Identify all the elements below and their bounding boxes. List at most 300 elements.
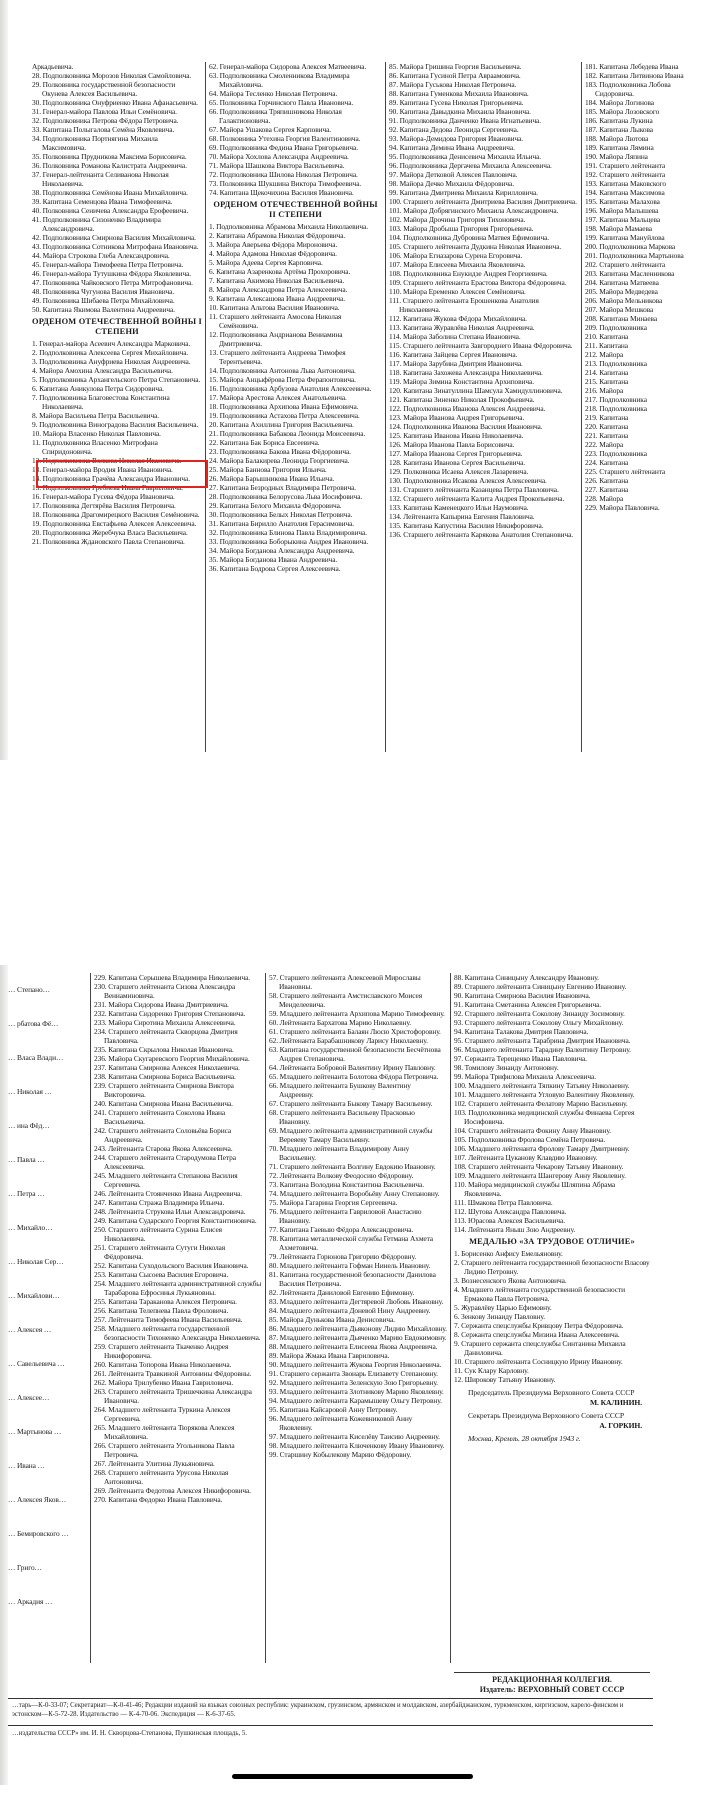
footer-line-1: …тарь—К-0-33-07; Секретариат—К-0-41-46; Редакции изданий на языках союзных республик: украинском, грузинском, армянском и молдавском, азербайджанском, туркменском, киргизском, карело-финском и эстонском—К-5-72-28. Издательство — К-4-70-06. Экспедиция — К-6-37-65. xyxy=(12,1702,624,1718)
list-item: 6. Капитана Азаренкова Артёма Прохоровича. xyxy=(209,267,351,276)
list-item: 101. Младшего лейтенанта Угловую Валентину Яковлевну. xyxy=(454,1090,635,1099)
list-item: 79. Лейтенанта Горюнова Григорию Фёдоровну. xyxy=(269,1252,417,1261)
list-item: 203. Капитана Масленникова xyxy=(585,269,675,278)
list-item: 204. Капитана Матвеева xyxy=(585,278,659,287)
list-item: … Ивана … xyxy=(8,1461,45,1470)
list-item: 270. Капитана Федорко Ивана Павловича. xyxy=(94,1495,223,1504)
list-item: 120. Капитана Зинатуллина Шамсула Хамидуллиновича. xyxy=(389,386,563,395)
list-item: 10. Капитана Альтова Василия Ивановича. xyxy=(209,303,340,312)
list-item: 104. Старшего лейтенанта Фокину Анну Ивановну. xyxy=(454,1126,612,1135)
list-item: 184. Майора Логинова xyxy=(585,98,654,107)
list-item: 93. Младшего лейтенанта Злотникову Марию Яковлевну. xyxy=(269,1387,444,1396)
list-item: 260. Капитана Топорова Ивана Николаевича. xyxy=(94,1360,232,1369)
list-item: … Михайло… xyxy=(8,1223,53,1232)
list-item: 208. Капитана Минаева xyxy=(585,314,658,323)
list-item: 129. Полковника Исаева Алексея Лазаревича. xyxy=(389,467,529,476)
list-item: 12. Широкову Татьяну Ивановну. xyxy=(454,1375,556,1384)
list-item: 47. Полковника Чайковского Петра Митрофановича. xyxy=(32,278,193,287)
list-item: 186. Капитана Лукина xyxy=(585,116,653,125)
list-item: 59. Младшего лейтенанта Архипова Марию Тимофеевну. xyxy=(269,1009,445,1018)
list-item: 10. Старшего лейтенанта Сосницкую Ирину Ивановну. xyxy=(454,1357,623,1366)
list-item: 205. Майора Медведева xyxy=(585,287,658,296)
list-item: 121. Капитана Зиненко Николая Прокофьевича. xyxy=(389,395,535,404)
list-item: 14. Подполковника Грачёва Александра Ивановича. xyxy=(32,474,190,483)
list-item: 22. Капитана Бак Бориса Евсеевича. xyxy=(209,438,320,447)
list-item: 68. Полковника Утехина Георгия Валентиновича. xyxy=(209,134,361,143)
list-item: 21. Подполковника Бабакова Леонида Моисеевича. xyxy=(209,429,366,438)
list-item: 27. Капитана Безродных Владимира Петровича. xyxy=(209,483,357,492)
list-item: 200. Подполковника Маркова xyxy=(585,242,676,251)
list-item: 75. Майора Гагарина Георгия Сергеевича. xyxy=(269,1198,398,1207)
list-item: 238. Капитана Смирнова Бориса Васильевича. xyxy=(94,1072,236,1081)
list-item: 95. Капитана Кайсаровой Анну Петровну. xyxy=(269,1405,398,1414)
list-item: 189. Капитана Лямина xyxy=(585,143,654,152)
list-item: 4. Младшего лейтенанта государственной безопасности Ермакова Павла Петровича. xyxy=(454,1285,625,1303)
list-item: 10. Майора Власенко Николая Павловича. xyxy=(32,429,161,438)
list-item: 93. Старшего лейтенанта Соколову Ольгу Михайловну. xyxy=(454,1018,624,1027)
list-item: 98. Младшего лейтенанта Ключенкову Ивану Ивановичу. xyxy=(269,1441,445,1450)
list-item: 1. Подполковника Абрамова Михаила Николаевича. xyxy=(209,222,368,231)
list-item: 135. Капитана Капустина Василия Никифоровича. xyxy=(389,521,544,530)
list-item: 34. Подполковника Портнягина Михаила Максимовича. xyxy=(32,134,158,152)
list-item: 264. Младшего лейтенанта Туркина Алексея Сергеевича. xyxy=(94,1405,231,1423)
list-item: 58. Старшего лейтенанта Амстиславского Моисея Менделеевича. xyxy=(269,991,422,1009)
list-item: 71. Старшего лейтенанта Волгину Евдокию Ивановну. xyxy=(269,1162,436,1171)
list-item: 213. Подполковника xyxy=(585,359,647,368)
list-item: 246. Лейтенанта Стоянченко Ивана Андреевича. xyxy=(94,1189,243,1198)
list-item: 132. Старшего лейтенанта Калита Андрея Прокопьевича. xyxy=(389,494,565,503)
list-item: 114. Майора Заболина Степана Ивановича. xyxy=(389,332,521,341)
list-item: 8. Майора Васильева Петра Васильевича. xyxy=(32,411,160,420)
list-item: 262. Майора Трилубенко Ивана Гавриловича. xyxy=(94,1378,234,1387)
list-item: 9. Капитана Алексашова Ивана Андреевича. xyxy=(209,294,345,303)
list-item: 64. Майора Тесленко Николая Петровича. xyxy=(209,89,338,98)
list-item: 76. Младшего лейтенанта Гавриловой Анастасию Ивановну. xyxy=(269,1207,422,1225)
signature-name-1: М. КАЛИНИН. xyxy=(589,1398,642,1407)
list-item: 115. Старшего лейтенанта Завгороднего Ивана Фёдоровича. xyxy=(389,341,573,350)
list-item: 97. Младшего лейтенанта Киселёву Таисию Андреевну. xyxy=(269,1432,440,1441)
list-item: 89. Старшего лейтенанта Синицыну Евгению Ивановну. xyxy=(454,982,627,991)
list-item: 2. Подполковника Алексеева Сергея Михайловича. xyxy=(32,348,189,357)
list-item: 73. Полковника Шукшина Виктора Тимофеевича. xyxy=(209,179,362,188)
list-item: 133. Капитана Каменецкого Ильи Наумовича. xyxy=(389,503,529,512)
list-item: 107. Майора Елисеева Михаила Яковлевича. xyxy=(389,260,526,269)
list-item: 212. Майора xyxy=(585,350,624,359)
list-item: 84. Младшего лейтенанта Доневой Нину Андреевну. xyxy=(269,1306,431,1315)
list-item: 19. Подполковника Евстафьева Алексея Алексеевича. xyxy=(32,519,197,528)
section-header: ОРДЕНОМ ОТЕЧЕСТВЕННОЙ ВОЙНЫ I СТЕПЕНИ xyxy=(32,317,202,336)
list-item: 235. Капитана Скрылова Николая Ивановича. xyxy=(94,1045,234,1054)
list-item: 9. Подполковника Виноградова Василия Васильевича. xyxy=(32,420,199,429)
list-item: 60. Лейтенанта Бархатова Марию Николаевну. xyxy=(269,1018,411,1027)
list-item: 128. Капитана Иванова Сергея Васильевича. xyxy=(389,458,526,467)
list-item: 113. Юрасова Алексея Васильевича. xyxy=(454,1216,565,1225)
list-item: 87. Младшего лейтенанта Дьяченко Марию Евдокимовну. xyxy=(269,1333,447,1342)
list-item: Аркадьевича. xyxy=(32,62,74,71)
list-item: 20. Капитана Ахиллина Григория Васильевича. xyxy=(209,420,354,429)
list-item: 6. Зенкову Зинаиду Павловну. xyxy=(454,1312,546,1321)
list-item: 193. Капитана Маковского xyxy=(585,179,666,188)
list-item: 4. Майора Амохина Александра Васильевича. xyxy=(32,366,173,375)
list-item: 185. Майора Лозовского xyxy=(585,107,660,116)
list-item: 217. Подполковника xyxy=(585,395,647,404)
list-item: 253. Капитана Сысоева Василия Егоровича. xyxy=(94,1270,229,1279)
list-item: 2. Старшего лейтенанта государственной безопасности Власову Лидию Петровну. xyxy=(454,1258,650,1276)
list-item: 65. Младшего лейтенанта Болотова Фёдора Петровича. xyxy=(269,1072,439,1081)
page-edge-shadow xyxy=(0,0,8,760)
list-item: 223. Подполковника xyxy=(585,449,647,458)
list-item: 91. Капитана Сметанина Алексея Григорьевича. xyxy=(454,1000,602,1009)
list-item: 6. Капитана Аникулова Петра Сидоровича. xyxy=(32,384,164,393)
list-item: 63. Подполковника Смоленникова Владимира Михайловича. xyxy=(209,71,350,89)
list-item: 206. Майора Мельникова xyxy=(585,296,663,305)
list-item: 125. Капитана Иванова Ивана Николаевича. xyxy=(389,431,524,440)
list-item: 227. Капитана xyxy=(585,485,629,494)
list-item: 90. Младшего лейтенанта Жукова Георгия Николаевича. xyxy=(269,1360,442,1369)
list-item: 87. Майора Гуськова Николая Петровича. xyxy=(389,80,517,89)
list-item: 268. Старшего лейтенанта Урусова Николая Антоновича. xyxy=(94,1468,229,1486)
list-item: 89. Капитана Гусева Николая Григорьевича. xyxy=(389,98,524,107)
list-item: 257. Лейтенанта Тимофеева Ивана Васильевича. xyxy=(94,1315,243,1324)
list-item: 62. Генерал-майора Сидорова Алексея Матвеевича. xyxy=(209,62,367,71)
list-item: 96. Младшего лейтенанта Кожевниковой Анну Яковлевну. xyxy=(269,1414,413,1432)
list-item: 263. Старшего лейтенанта Тришечкина Александра Ивановича. xyxy=(94,1387,252,1405)
list-item: 7. Сержанта спецслужбы Кривцову Петра Фёдоровича. xyxy=(454,1321,624,1330)
list-item: 66. Младшего лейтенанта Бушкову Валентину Андреевну. xyxy=(269,1081,411,1099)
list-item: 8. Сержанта спецслужбы Мизина Ивана Алексеевича. xyxy=(454,1330,620,1339)
list-item: 102. Старшего лейтенанта Фелатову Марию Васильевну. xyxy=(454,1099,628,1108)
list-item: 100. Старшего лейтенанта Дмитриева Василия Дмитриевича. xyxy=(389,197,577,206)
list-item: 229. Майора Павловича. xyxy=(585,503,660,512)
list-item: 88. Капитана Синицыну Александру Ивановну. xyxy=(454,973,599,982)
list-item: 97. Майора Детковой Алексея Павловича. xyxy=(389,170,518,179)
list-item: 104. Подполковника Дубровина Матвея Ефимовича. xyxy=(389,233,550,242)
list-item: 110. Майора медицинской службы Шляпина Абрама Яковлевича. xyxy=(454,1180,616,1198)
page-edge-shadow xyxy=(0,965,8,1785)
list-item: 197. Капитана Мальцева xyxy=(585,215,661,224)
list-item: 16. Генерал-майора Гусева Фёдора Ивановича. xyxy=(32,492,175,501)
list-item: 105. Старшего лейтенанта Дудкина Николая Ивановича. xyxy=(389,242,562,251)
list-item: 71. Майора Шашкова Виктора Васильевича. xyxy=(209,161,345,170)
list-item: 74. Капитана Щекочихина Василия Ивановича. xyxy=(209,188,354,197)
list-item: 267. Лейтенанта Улитина Лукьяновича. xyxy=(94,1459,215,1468)
home-indicator[interactable] xyxy=(232,1774,473,1779)
list-item: 116. Капитана Зайцева Сергея Ивановича. xyxy=(389,350,518,359)
list-item: 123. Майора Иванова Андрея Григорьевича. xyxy=(389,413,525,422)
list-item: 33. Подполковника Боборыкина Андрея Ивановича. xyxy=(209,537,369,546)
list-item: 70. Младшего лейтенанта Владимирову Анну Васильевну. xyxy=(269,1144,410,1162)
list-item: 233. Майора Сиротина Михаила Алексеевича. xyxy=(94,1018,236,1027)
list-item: 13. Старшего лейтенанта Андреева Тимофея Терентьевича. xyxy=(209,348,346,366)
column-1 xyxy=(94,973,262,1678)
list-item: 78. Капитана металлической службы Гетмана Ахмета Ахметовича. xyxy=(269,1234,433,1252)
list-item: 187. Капитана Лыкова xyxy=(585,125,653,134)
list-item: 3. Вознесенского Якова Антоновича. xyxy=(454,1276,567,1285)
list-item: 97. Сержанта Терещенко Ивана Павловича. xyxy=(454,1054,587,1063)
column-rule xyxy=(385,62,386,752)
list-item: 103. Майора Дробыша Григория Григорьевича. xyxy=(389,224,534,233)
list-item: 124. Подполковника Иванова Василия Ивановича. xyxy=(389,422,543,431)
signature-name-2: А. ГОРКИН. xyxy=(599,1421,642,1430)
list-item: 218. Подполковника xyxy=(585,404,647,413)
list-item: 113. Капитана Журавлёва Николая Андреевича. xyxy=(389,323,535,332)
column-1 xyxy=(32,62,202,760)
list-item: … Николая Сер… xyxy=(8,1257,64,1266)
list-item: 96. Младшего лейтенанта Тарадину Валентину Петровну. xyxy=(454,1045,631,1054)
list-item: 261. Лейтенанта Травкиной Антонины Фёдоровны. xyxy=(94,1369,252,1378)
list-item: 112. Капитана Жукова Фёдора Михайловича. xyxy=(389,314,527,323)
signature-place-date: Москва, Кремль. 28 октября 1943 г. xyxy=(468,1434,581,1443)
list-item: 111. Шмакова Петра Павловича. xyxy=(454,1198,553,1207)
list-item: 1. Борисенко Анфису Емельяновну. xyxy=(454,1249,563,1258)
list-item: 25. Майора Баннова Григория Ильича. xyxy=(209,465,327,474)
list-item: 134. Лейтенанта Капырина Евгения Павловича. xyxy=(389,512,535,521)
list-item: 216. Майора xyxy=(585,386,624,395)
list-item: 12. Подполковника Андрианова Вениамина Дмитриевича. xyxy=(209,330,343,348)
list-item: 92. Капитана Дедова Леонида Сергеевича. xyxy=(389,125,519,134)
list-item: 101. Майора Добрягинского Михаила Александровича. xyxy=(389,206,559,215)
list-item: 242. Старшего лейтенанта Соловьёва Бориса Андреевича. xyxy=(94,1126,232,1144)
list-item: 30. Подполковника Онуфриенко Ивана Афанасьевича. xyxy=(32,98,198,107)
list-item: 69. Подполковника Федина Ивана Григорьевича. xyxy=(209,143,358,152)
list-item: 96. Подполковника Дергачева Михаила Алексеевича. xyxy=(389,161,552,170)
list-item: 67. Майора Ушакова Сергея Карповича. xyxy=(209,125,331,134)
footer-rule xyxy=(8,1698,653,1699)
list-item: 19. Подполковника Астахова Петра Алексеевича. xyxy=(209,411,360,420)
list-item: 183. Подполковника Лобова Сидоровича. xyxy=(585,80,671,98)
list-item: 99. Старшину Кобылекову Марию Фёдоровну. xyxy=(269,1450,412,1459)
list-item: 29. Капитана Белого Михаила Фёдоровича. xyxy=(209,501,342,510)
list-item: 222. Майора xyxy=(585,440,624,449)
list-item: 83. Младшего лейтенанта Дегтяревой Любовь Ивановну. xyxy=(269,1297,444,1306)
list-item: 241. Старшего лейтенанта Соколова Ивана Васильевича. xyxy=(94,1108,226,1126)
list-item: 1. Генерал-майора Асеевич Александра Марковича. xyxy=(32,339,191,348)
list-item: 82. Лейтенанта Даниловой Евгению Ефимовну. xyxy=(269,1288,415,1297)
column-rule xyxy=(450,973,451,1663)
list-item: 232. Капитана Сидоренко Григория Степановича. xyxy=(94,1009,246,1018)
list-item: 196. Майора Малышева xyxy=(585,206,659,215)
column-3 xyxy=(389,62,577,760)
list-item: 5. Журавлёву Царью Ефимовну. xyxy=(454,1303,552,1312)
list-item: 225. Старшего лейтенанта xyxy=(585,467,666,476)
list-item: 77. Капитана Гаевыю Фёдора Александровича. xyxy=(269,1225,414,1234)
column-rule xyxy=(205,62,206,752)
list-item: 40. Полковника Сеничева Александра Ерофеевича. xyxy=(32,206,189,215)
list-item: 215. Капитана xyxy=(585,377,629,386)
list-item: 29. Полковника государственной безопасности Окунева Алексея Васильевича. xyxy=(32,80,176,98)
list-item: 244. Старшего лейтенанта Стародумова Петра Алексеевича. xyxy=(94,1153,236,1171)
list-item: 72. Лейтенанта Волкову Феодосию Фёдоровну. xyxy=(269,1171,414,1180)
list-item: 74. Младшего лейтенанта Воробьёву Анну Степановну. xyxy=(269,1189,440,1198)
list-item: 254. Младшего лейтенанта административной службы Тарабарова Ефросинья Лукьяновны. xyxy=(94,1279,262,1297)
list-item: 39. Капитана Семенцова Ивана Тимофеевича. xyxy=(32,197,173,206)
list-item: 258. Младшего лейтенанта государственной безопасности Тихоненко Александра Николаевича. xyxy=(94,1324,261,1342)
list-item: 91. Подполковника Данченко Ивана Игнатьевича. xyxy=(389,116,541,125)
list-item: 94. Младшего лейтенанта Карамышеву Ольгу Петровну. xyxy=(269,1396,442,1405)
list-item: 245. Младшего лейтенанта Степанова Василия Сергеевича. xyxy=(94,1171,238,1189)
list-item: 28. Подполковника Белорусова Льва Иосифовича. xyxy=(209,492,363,501)
list-item: 5. Подполковника Архангельского Петра Степановича. xyxy=(32,375,201,384)
list-item: 228. Майора xyxy=(585,494,624,503)
list-item: 98. Майора Дечко Михаила Фёдоровича. xyxy=(389,179,514,188)
list-item: 199. Капитана Мануйлова xyxy=(585,233,665,242)
list-item: … Петра … xyxy=(8,1189,45,1198)
list-item: 266. Старшего лейтенанта Угольникова Павла Петровича. xyxy=(94,1441,235,1459)
list-item: … рбатова Фё… xyxy=(8,1019,59,1028)
list-item: 46. Генерал-майора Тутушкина Фёдора Яковлевича. xyxy=(32,269,192,278)
list-item: 49. Полковника Шибаева Петра Михайловича. xyxy=(32,296,175,305)
list-item: 99. Капитана Дмитриева Михаила Кирилловича. xyxy=(389,188,538,197)
list-item: … Алексея Яков… xyxy=(8,1495,67,1504)
list-item: 80. Младшего лейтенанта Гофман Нинель Ивановну. xyxy=(269,1261,431,1270)
list-item: 92. Старшего лейтенанта Соколову Зинаиду Зосимовну. xyxy=(454,1009,625,1018)
list-item: 94. Капитана Демина Ивана Андреевича. xyxy=(389,143,515,152)
list-item: 7. Подполковника Благовестова Константина Николаевича. xyxy=(32,393,170,411)
column-2 xyxy=(269,973,447,1678)
list-item: 108. Подполковника Енукидзе Андрея Георгиевича. xyxy=(389,269,548,278)
list-item: 81. Капитана государственной безопасности Данилова Василия Петровича. xyxy=(269,1270,436,1288)
list-item: 64. Лейтенанта Бобровой Валентину Ирину Павловну. xyxy=(269,1063,436,1072)
footer-rule xyxy=(8,1725,653,1726)
list-item: 36. Полковника Романова Калистрата Андреевича. xyxy=(32,161,187,170)
editorial-title: РЕДАКЦИОННАЯ КОЛЛЕГИЯ. xyxy=(492,1675,612,1684)
list-item: … Власа Влади… xyxy=(8,1053,64,1062)
list-item: 117. Майора Зарубина Дмитрия Ивановича. xyxy=(389,359,523,368)
list-item: 226. Капитана xyxy=(585,476,629,485)
list-item: 4. Майора Адамова Николая Фёдоровича. xyxy=(209,249,337,258)
list-item: 17. Полковника Дегтярёва Василия Петровича. xyxy=(32,501,176,510)
list-item: 3. Майора Аверьева Фёдора Мироновича. xyxy=(209,240,338,249)
editorial-rule xyxy=(454,1672,650,1673)
list-item: 69. Младшего лейтенанта административной службы Вереяеву Тамару Васильевну. xyxy=(269,1126,433,1144)
list-item: 119. Майора Зимина Константина Архиповича. xyxy=(389,377,534,386)
list-item: 11. Старшего лейтенанта Амосова Николая Семёновича. xyxy=(209,312,342,330)
list-item: 31. Капитана Бирилло Анатолия Герасимовича. xyxy=(209,519,355,528)
list-item: 14. Подполковника Антонова Льва Антоновича. xyxy=(209,366,356,375)
list-item: 247. Капитана Стража Владимира Ильича. xyxy=(94,1198,225,1207)
list-item: 181. Капитана Лебедева Ивана xyxy=(585,62,679,71)
list-item: … Григо… xyxy=(8,1563,42,1572)
list-item: 36. Капитана Бодрова Сергея Алексеевича. xyxy=(209,564,341,573)
list-item: 7. Капитана Акимова Николая Васильевича. xyxy=(209,276,345,285)
list-item: 202. Старшего лейтенанта xyxy=(585,260,666,269)
list-item: 136. Старшего лейтенанта Карякова Анатолия Степановича. xyxy=(389,530,573,539)
list-item: 11. Подполковника Власенко Митрофана Спиридоновича. xyxy=(32,438,158,456)
list-item: 63. Капитана государственной безопасности Бесчётнова Андрея Степановича. xyxy=(269,1045,441,1063)
list-item: 68. Старшего лейтенанта Васильеву Прасковью Ивановну. xyxy=(269,1108,415,1126)
newspaper-page-bottom xyxy=(0,965,705,1785)
list-item: 15. Подполковника Гребнева Ивана Гавриловича. xyxy=(32,483,183,492)
list-item: 94. Капитана Талакова Дмитрия Павловича. xyxy=(454,1027,589,1036)
column-4 xyxy=(585,62,705,760)
editorial-block xyxy=(454,1675,650,1695)
list-item: 106. Майора Егиазарова Сурена Егоровича. xyxy=(389,251,523,260)
list-item: 114. Лейтенанта Яныш Зою Андреевну. xyxy=(454,1225,576,1234)
list-item: 12. Подполковника Волкова Николая Ивановича. xyxy=(32,456,182,465)
list-item: 93. Майора-Демидова Григория Ивановича. xyxy=(389,134,523,143)
list-item: 219. Капитана xyxy=(585,413,629,422)
list-item: 220. Капитана xyxy=(585,422,629,431)
list-item: 45. Генерал-майора Тимофеева Петра Петровича. xyxy=(32,260,184,269)
list-item: 112. Шутова Александра Павловича. xyxy=(454,1207,567,1216)
list-item: … Николая … xyxy=(8,1087,52,1096)
list-item: … Савельевича … xyxy=(8,1359,65,1368)
list-item: 13. Генерал-майора Вродия Ивана Ивановича. xyxy=(32,465,173,474)
list-item: 21. Полковника Ждановского Павла Степановича. xyxy=(32,537,185,546)
newspaper-page-top xyxy=(0,0,705,760)
list-item: 38. Подполковника Семёнова Ивана Михайловича. xyxy=(32,188,188,197)
list-item: 207. Майора Мешкова xyxy=(585,305,654,314)
list-item: 108. Старшего лейтенанта Чекарову Татьяну Ивановну. xyxy=(454,1162,624,1171)
list-item: 8. Майора Александрова Петра Алексеевича. xyxy=(209,285,348,294)
list-item: 32. Подполковника Блинова Павла Владимировича. xyxy=(209,528,367,537)
list-item: 265. Младшего лейтенанта Тюрякова Алексея Михайловича. xyxy=(94,1423,235,1441)
list-item: 95. Подполковника Денисевича Михаила Ильича. xyxy=(389,152,542,161)
list-item: 224. Капитана xyxy=(585,458,629,467)
list-item: 259. Старшего лейтенанта Ткаченко Андрея Никифоровича. xyxy=(94,1342,229,1360)
list-item: 18. Подполковника Архипова Ивана Ефимовича. xyxy=(209,402,359,411)
list-item: 57. Старшего лейтенанта Алексеевой Мирославы Ивановны. xyxy=(269,973,421,991)
list-item: 106. Младшего лейтенанта Фролову Тамару Дмитриевну. xyxy=(454,1144,630,1153)
list-item: 9. Старшего сержанта спецслужбы Синтанина Михаила Даниловича. xyxy=(454,1339,626,1357)
list-item: 91. Старшего сержанта Звонарь Елизавету Степановну. xyxy=(269,1369,438,1378)
list-item: 192. Старшего лейтенанта xyxy=(585,170,666,179)
list-item: 50. Капитана Якимова Валентина Андреевича. xyxy=(32,305,175,314)
list-item: 182. Капитана Литвинова Ивана xyxy=(585,71,684,80)
list-item: 66. Подполковника Тряпишникова Николая Галактионовича. xyxy=(209,107,342,125)
list-item: … Аркадия … xyxy=(8,1597,53,1606)
list-item: 11. Сук Клару Карловну. xyxy=(454,1366,529,1375)
list-item: 127. Майора Иванова Сергея Григорьевича. xyxy=(389,449,523,458)
list-item: 109. Младшего лейтенанта Шангерову Анну Яковлевну. xyxy=(454,1171,626,1180)
list-item: 198. Майора Мамаева xyxy=(585,224,652,233)
section-header: ОРДЕНОМ ОТЕЧЕСТВЕННОЙ ВОЙНЫ II СТЕПЕНИ xyxy=(213,200,378,219)
list-item: 43. Подполковника Сотникова Митрофана Ивановича. xyxy=(32,242,199,251)
list-item: 72. Подполковника Шилова Николая Петровича. xyxy=(209,170,358,179)
list-item: 195. Капитана Малахова xyxy=(585,197,660,206)
list-item: 37. Генерал-лейтенанта Селиванова Николая Николаевича. xyxy=(32,170,169,188)
list-item: 102. Майора Дрочина Григория Тихоновича. xyxy=(389,215,526,224)
list-item: 95. Старшего лейтенанта Тарабрина Дмитрия Ивановича. xyxy=(454,1036,631,1045)
list-item: 210. Капитана xyxy=(585,332,629,341)
list-item: 35. Полковника Прудникова Максима Борисовича. xyxy=(32,152,187,161)
list-item: 34. Майора Богданова Александра Андреевича. xyxy=(209,546,355,555)
list-item: 229. Капитана Серышева Владимира Николаевича. xyxy=(94,973,251,982)
list-item: 256. Капитана Телепнева Павла Фроловича. xyxy=(94,1306,229,1315)
list-item: 88. Младшего лейтенанта Елисеева Якова Андреевича. xyxy=(269,1342,438,1351)
list-item: 109. Старшего лейтенанта Ерастова Виктора Фёдоровича. xyxy=(389,278,567,287)
list-item: 44. Майора Строкова Глеба Александровича. xyxy=(32,251,170,260)
list-item: 100. Младшего лейтенанта Тяпкину Татьяну Николаевну. xyxy=(454,1081,630,1090)
list-item: … ина Фёд… xyxy=(8,1121,50,1130)
signature-title-2: Секретарь Президиума Верховного Совета СССР xyxy=(468,1411,624,1420)
medal-header: МЕДАЛЬЮ «ЗА ТРУДОВОЕ ОТЛИЧИЕ» xyxy=(469,1237,635,1246)
list-item: 248. Лейтенанта Струкова Ильи Александровича. xyxy=(94,1207,246,1216)
list-item: 24. Майора Балакирева Леонида Георгиевича. xyxy=(209,456,350,465)
list-item: 194. Капитана Максимова xyxy=(585,188,665,197)
list-item: 240. Капитана Смирнова Ивана Васильевича. xyxy=(94,1099,233,1108)
list-item: 252. Капитана Суходольского Василия Ивановича. xyxy=(94,1261,249,1270)
list-item: 236. Майора Скугаревского Георгия Михайловича. xyxy=(94,1054,250,1063)
list-item: 15. Майора Анцыфёрова Петра Ферапонтовича. xyxy=(209,375,356,384)
list-item: 92. Младшего лейтенанта Зеленскую Зою Григорьевну. xyxy=(269,1378,438,1387)
list-item: 88. Капитана Гуменкова Михаила Ивановича. xyxy=(389,89,529,98)
list-item: 107. Лейтенанта Цуканову Клавдию Ивановну. xyxy=(454,1153,598,1162)
list-item: 61. Старшего лейтенанта Балаян Люсю Христофоровну. xyxy=(269,1027,441,1036)
list-item: 214. Капитана xyxy=(585,368,629,377)
list-item: … Мартынова … xyxy=(8,1427,62,1436)
list-item: 17. Майора Арестова Алексея Анатольевича. xyxy=(209,393,347,402)
